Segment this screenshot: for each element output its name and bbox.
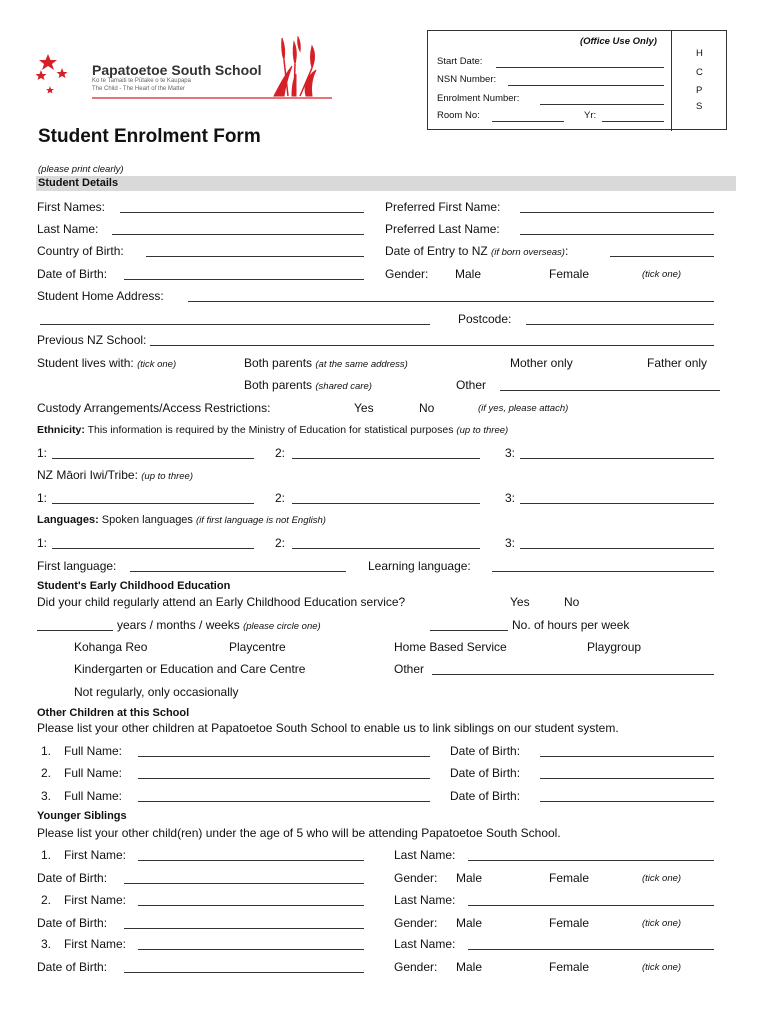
preferred-first-field[interactable] — [520, 212, 714, 213]
date-entry-colon: : — [564, 244, 569, 258]
sibling-2-female-option[interactable]: Female — [549, 916, 590, 930]
preferred-last-field[interactable] — [520, 234, 714, 235]
first-language-field[interactable] — [130, 571, 346, 572]
other-lives-with-label: Other — [456, 378, 487, 392]
ece-hours-field[interactable] — [430, 630, 508, 631]
ece-hours-label: No. of hours per week — [512, 618, 630, 632]
date-entry-note: (if born overseas) — [491, 247, 565, 258]
other-children-heading: Other Children at this School — [37, 707, 190, 719]
sibling-3-last-field[interactable] — [468, 949, 714, 950]
other-child-1-dob-label: Date of Birth: — [450, 744, 521, 758]
yr-label: Yr: — [584, 110, 597, 121]
language-3-label: 3: — [505, 536, 516, 550]
start-date-field[interactable] — [496, 67, 664, 68]
school-name: Papatoetoe South School — [92, 62, 262, 78]
room-field[interactable] — [492, 121, 564, 122]
iwi-2-field[interactable] — [292, 503, 480, 504]
sibling-1-last-field[interactable] — [468, 860, 714, 861]
both-parents-same-option[interactable] — [244, 356, 408, 370]
iwi-label — [37, 468, 193, 482]
kohanga-reo-option[interactable]: Kohanga Reo — [74, 640, 148, 654]
custody-no-option[interactable]: No — [419, 401, 435, 415]
previous-school-field[interactable] — [150, 345, 714, 346]
sibling-1-tick-note: (tick one) — [642, 873, 682, 884]
both-parents-same-text: Both parents — [244, 356, 313, 370]
father-only-option[interactable]: Father only — [647, 356, 708, 370]
first-names-field[interactable] — [120, 212, 364, 213]
lives-with-tick: (tick one) — [137, 359, 177, 370]
school-tagline-maori: Ko te Tamaiti te Pūtake o te Kaupapa — [92, 78, 191, 84]
sibling-3-dob-field[interactable] — [124, 972, 364, 973]
office-use-box — [427, 30, 727, 130]
postcode-label: Postcode: — [458, 312, 512, 326]
sibling-2-first-label: First Name: — [64, 893, 127, 907]
sibling-3-first-label: First Name: — [64, 937, 127, 951]
ece-question: Did your child regularly attend an Early Childhood Education service? — [37, 595, 406, 609]
sibling-1-male-option[interactable]: Male — [456, 871, 483, 885]
both-parents-shared-text: Both parents — [244, 378, 313, 392]
language-3-field[interactable] — [520, 548, 714, 549]
other-lives-with-field[interactable] — [500, 390, 720, 391]
playcentre-option[interactable]: Playcentre — [229, 640, 286, 654]
other-child-1-num: 1. — [41, 744, 52, 758]
enrolment-number-field[interactable] — [540, 104, 664, 105]
custody-attach-note: (if yes, please attach) — [478, 403, 569, 414]
ethnicity-1-field[interactable] — [52, 458, 254, 459]
ethnicity-label: Ethnicity: — [37, 424, 85, 436]
ece-other-label: Other — [394, 662, 425, 676]
ethnicity-1-label: 1: — [37, 446, 48, 460]
sibling-3-first-field[interactable] — [138, 949, 364, 950]
ethnicity-note: (up to three) — [456, 425, 509, 436]
sibling-2-tick-note: (tick one) — [642, 918, 682, 929]
sibling-1-dob-field[interactable] — [124, 883, 364, 884]
languages-line — [37, 514, 326, 526]
sibling-2-num: 2. — [41, 893, 52, 907]
other-child-1-dob-field[interactable] — [540, 756, 714, 757]
ethnicity-2-label: 2: — [275, 446, 286, 460]
ethnicity-line — [37, 424, 508, 436]
last-name-label: Last Name: — [37, 222, 99, 236]
language-2-field[interactable] — [292, 548, 480, 549]
student-details-heading: Student Details — [38, 177, 119, 189]
flax-icon — [274, 37, 316, 96]
other-child-1-name-label: Full Name: — [64, 744, 123, 758]
sibling-3-male-option[interactable]: Male — [456, 960, 483, 974]
sibling-2-gender-label: Gender: — [394, 916, 438, 930]
dob-field[interactable] — [124, 279, 364, 280]
postcode-field[interactable] — [526, 324, 714, 325]
sibling-3-dob-label: Date of Birth: — [37, 960, 108, 974]
iwi-3-label: 3: — [505, 491, 516, 505]
kindergarten-option[interactable]: Kindergarten or Education and Care Centre — [74, 662, 306, 676]
room-label: Room No: — [437, 110, 480, 121]
both-parents-shared-note: (shared care) — [315, 381, 372, 392]
ece-other-field[interactable] — [432, 674, 714, 675]
other-child-1-name-field[interactable] — [138, 756, 430, 757]
start-date-label: Start Date: — [437, 56, 483, 67]
nsn-label: NSN Number: — [437, 74, 497, 85]
date-entry-text: Date of Entry to NZ — [385, 244, 488, 258]
sibling-3-tick-note: (tick one) — [642, 962, 682, 973]
office-use-title: (Office Use Only) — [580, 36, 657, 47]
preferred-last-label: Preferred Last Name: — [385, 222, 500, 236]
ece-duration-units — [117, 618, 321, 632]
preferred-first-label: Preferred First Name: — [385, 200, 501, 214]
ece-duration-field[interactable] — [37, 630, 113, 631]
languages-text: Spoken languages — [101, 514, 193, 526]
ethnicity-3-label: 3: — [505, 446, 516, 460]
mother-only-option[interactable]: Mother only — [510, 356, 573, 370]
other-child-3-dob-field[interactable] — [540, 801, 714, 802]
c-code: C — [696, 67, 703, 78]
h-code: H — [696, 48, 703, 59]
first-language-label: First language: — [37, 559, 117, 573]
print-note: (please print clearly) — [38, 164, 124, 175]
younger-siblings-text: Please list your other child(ren) under the age of 5 who will be attending Papatoetoe South School. — [37, 826, 561, 840]
ethnicity-3-field[interactable] — [520, 458, 714, 459]
previous-school-label: Previous NZ School: — [37, 333, 147, 347]
country-of-birth-field[interactable] — [146, 256, 364, 257]
yr-field[interactable] — [602, 121, 664, 122]
gender-male-option[interactable]: Male — [455, 267, 482, 281]
star-icon — [36, 70, 47, 80]
other-children-text: Please list your other children at Papatoetoe South School to enable us to link siblings on our student system. — [37, 721, 619, 735]
custody-label: Custody Arrangements/Access Restrictions: — [37, 401, 271, 415]
iwi-1-field[interactable] — [52, 503, 254, 504]
form-title: Student Enrolment Form — [38, 126, 261, 147]
language-2-label: 2: — [275, 536, 286, 550]
home-address-field[interactable] — [188, 301, 714, 302]
lives-with-label — [37, 356, 176, 370]
s-code: S — [696, 101, 703, 112]
enrolment-number-label: Enrolment Number: — [437, 93, 520, 104]
languages-note: (if first language is not English) — [196, 515, 326, 526]
both-parents-shared-option[interactable] — [244, 378, 372, 392]
sibling-1-num: 1. — [41, 848, 52, 862]
both-parents-same-note: (at the same address) — [315, 359, 408, 370]
sibling-1-last-label: Last Name: — [394, 848, 456, 862]
star-icon — [57, 68, 68, 78]
last-name-field[interactable] — [112, 234, 364, 235]
sibling-2-male-option[interactable]: Male — [456, 916, 483, 930]
star-icon — [39, 54, 57, 70]
date-entry-label — [385, 244, 568, 258]
ethnicity-2-field[interactable] — [292, 458, 480, 459]
sibling-2-last-field[interactable] — [468, 905, 714, 906]
other-child-3-dob-label: Date of Birth: — [450, 789, 521, 803]
other-child-2-num: 2. — [41, 766, 52, 780]
home-address-label: Student Home Address: — [37, 289, 164, 303]
ethnicity-text: This information is required by the Ministry of Education for statistical purposes — [87, 424, 454, 436]
ece-yes-option[interactable]: Yes — [510, 595, 530, 609]
country-of-birth-label: Country of Birth: — [37, 244, 124, 258]
ece-duration-units-text[interactable]: years / months / weeks — [117, 618, 240, 632]
sibling-1-first-field[interactable] — [138, 860, 364, 861]
other-child-2-name-field[interactable] — [138, 778, 430, 779]
other-child-2-dob-field[interactable] — [540, 778, 714, 779]
school-tagline-english: The Child - The Heart of the Matter — [92, 86, 185, 92]
lives-with-text: Student lives with: — [37, 356, 134, 370]
home-based-option[interactable]: Home Based Service — [394, 640, 507, 654]
student-details-bar — [36, 176, 736, 191]
sibling-2-last-label: Last Name: — [394, 893, 456, 907]
other-child-2-name-label: Full Name: — [64, 766, 123, 780]
sibling-1-first-label: First Name: — [64, 848, 127, 862]
sibling-3-gender-label: Gender: — [394, 960, 438, 974]
home-address-field-line2[interactable] — [40, 324, 430, 325]
ece-heading: Student's Early Childhood Education — [37, 580, 231, 592]
learning-language-field[interactable] — [492, 571, 714, 572]
other-child-3-name-field[interactable] — [138, 801, 430, 802]
iwi-1-label: 1: — [37, 491, 48, 505]
sibling-1-female-option[interactable]: Female — [549, 871, 590, 885]
sibling-3-female-option[interactable]: Female — [549, 960, 590, 974]
language-1-label: 1: — [37, 536, 48, 550]
sibling-2-dob-label: Date of Birth: — [37, 916, 108, 930]
sibling-3-num: 3. — [41, 937, 52, 951]
date-entry-field[interactable] — [610, 256, 714, 257]
younger-siblings-heading: Younger Siblings — [37, 810, 127, 822]
first-names-label: First Names: — [37, 200, 106, 214]
iwi-note: (up to three) — [141, 471, 193, 482]
custody-yes-option[interactable]: Yes — [354, 401, 374, 415]
gender-label: Gender: — [385, 267, 429, 281]
other-child-3-num: 3. — [41, 789, 52, 803]
sibling-1-gender-label: Gender: — [394, 871, 438, 885]
language-1-field[interactable] — [52, 548, 254, 549]
not-regularly-option[interactable]: Not regularly, only occasionally — [74, 685, 239, 699]
ece-no-option[interactable]: No — [564, 595, 580, 609]
iwi-text: NZ Māori Iwi/Tribe: — [37, 468, 138, 482]
ece-circle-note: (please circle one) — [243, 621, 321, 632]
sibling-3-last-label: Last Name: — [394, 937, 456, 951]
nsn-field[interactable] — [508, 85, 664, 86]
other-child-3-name-label: Full Name: — [64, 789, 123, 803]
iwi-2-label: 2: — [275, 491, 286, 505]
sibling-2-dob-field[interactable] — [124, 928, 364, 929]
tick-one-note: (tick one) — [642, 269, 682, 280]
star-icon — [46, 86, 54, 94]
learning-language-label: Learning language: — [368, 559, 471, 573]
sibling-2-first-field[interactable] — [138, 905, 364, 906]
languages-label: Languages: — [37, 514, 99, 526]
other-child-2-dob-label: Date of Birth: — [450, 766, 521, 780]
sibling-1-dob-label: Date of Birth: — [37, 871, 108, 885]
office-divider — [671, 31, 672, 131]
dob-label: Date of Birth: — [37, 267, 108, 281]
p-code: P — [696, 85, 703, 96]
playgroup-option[interactable]: Playgroup — [587, 640, 642, 654]
gender-female-option[interactable]: Female — [549, 267, 590, 281]
iwi-3-field[interactable] — [520, 503, 714, 504]
